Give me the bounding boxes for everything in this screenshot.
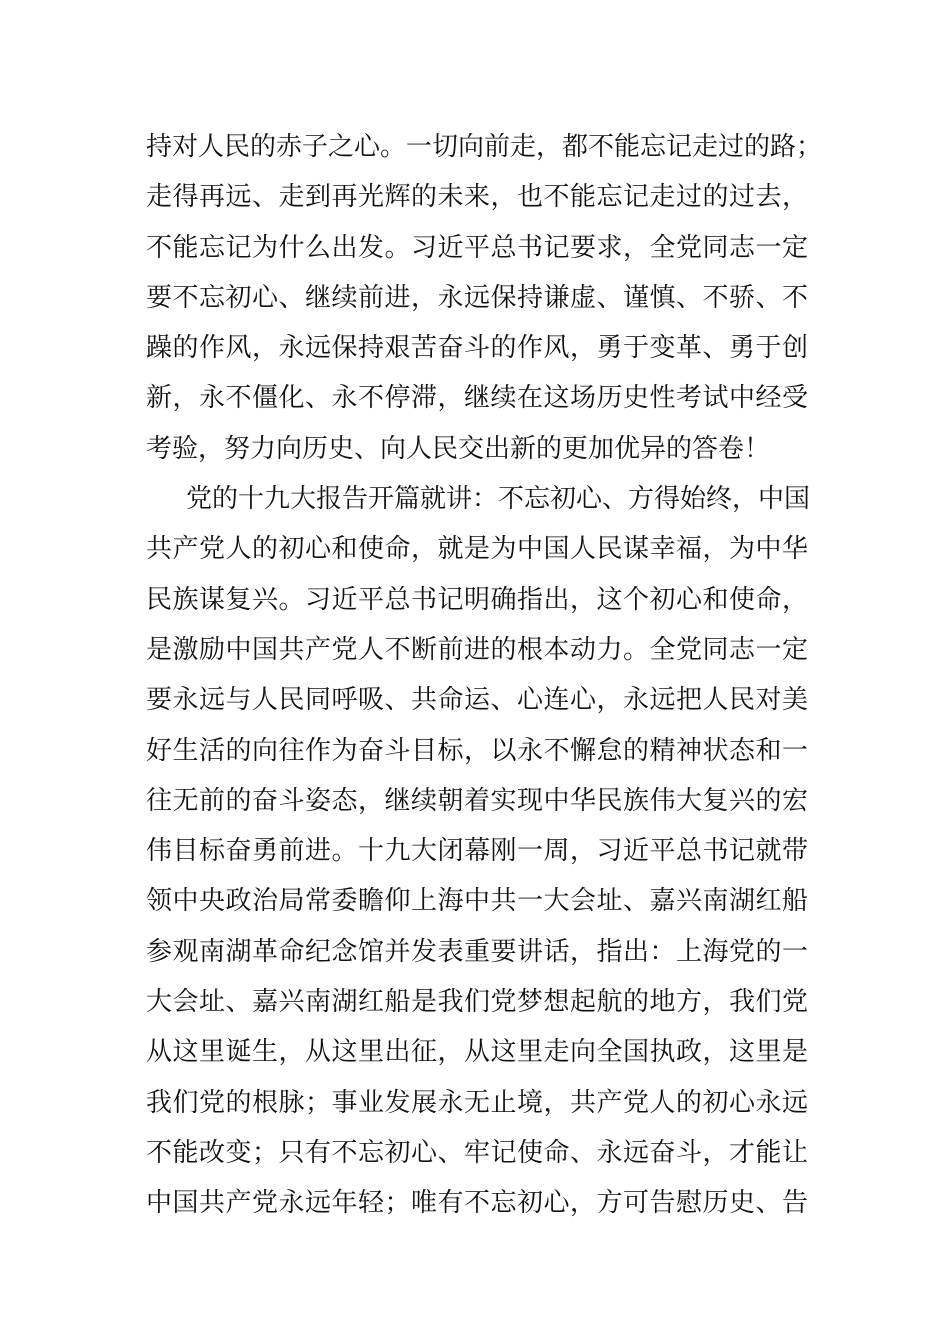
text-line: 新，永不僵化、永不停滞，继续在这场历史性考试中经受: [146, 383, 808, 414]
text-line: 要不忘初心、继续前进，永远保持谦虚、谨慎、不骄、不: [146, 282, 808, 313]
text-line: 从这里诞生，从这里出征，从这里走向全国执政，这里是: [146, 1037, 808, 1068]
text-line: 持对人民的赤子之心。一切向前走，都不能忘记走过的路；: [146, 132, 823, 162]
text-line: 躁的作风，永远保持艰苦奋斗的作风，勇于变革、勇于创: [146, 333, 808, 364]
text-line: 民族谋复兴。习近平总书记明确指出，这个初心和使命，: [146, 584, 808, 615]
text-line: 我们党的根脉；事业发展永无止境，共产党人的初心永远: [146, 1087, 808, 1118]
text-line: 往无前的奋斗姿态，继续朝着实现中华民族伟大复兴的宏: [146, 785, 808, 816]
text-line: 好生活的向往作为奋斗目标，以永不懈怠的精神状态和一: [146, 735, 808, 766]
text-line: 是激励中国共产党人不断前进的根本动力。全党同志一定: [146, 634, 808, 665]
text-line: 参观南湖革命纪念馆并发表重要讲话，指出：上海党的一: [146, 936, 808, 967]
paragraph-end-line: 考验，努力向历史、向人民交出新的更加优异的答卷！: [146, 433, 771, 464]
text-line: 不能改变；只有不忘初心、牢记使命、永远奋斗，才能让: [146, 1137, 808, 1168]
text-line: 伟目标奋勇前进。十九大闭幕刚一周，习近平总书记就带: [146, 836, 808, 867]
text-line: 不能忘记为什么出发。习近平总书记要求，全党同志一定: [146, 232, 808, 263]
text-line: 大会址、嘉兴南湖红船是我们党梦想起航的地方，我们党: [146, 987, 808, 1018]
text-line: 中国共产党永远年轻；唯有不忘初心，方可告慰历史、告: [146, 1188, 808, 1219]
text-line: 走得再远、走到再光辉的未来，也不能忘记走过的过去，: [146, 182, 808, 213]
text-line: 共产党人的初心和使命，就是为中国人民谋幸福，为中华: [146, 534, 808, 565]
body-text: [146, 122, 823, 1229]
text-line: 领中央政治局常委瞻仰上海中共一大会址、嘉兴南湖红船: [146, 886, 808, 917]
paragraph-start-line: 党的十九大报告开篇就讲：不忘初心、方得始终，中国: [186, 484, 811, 515]
text-line: 要永远与人民同呼吸、共命运、心连心，永远把人民对美: [146, 685, 808, 716]
